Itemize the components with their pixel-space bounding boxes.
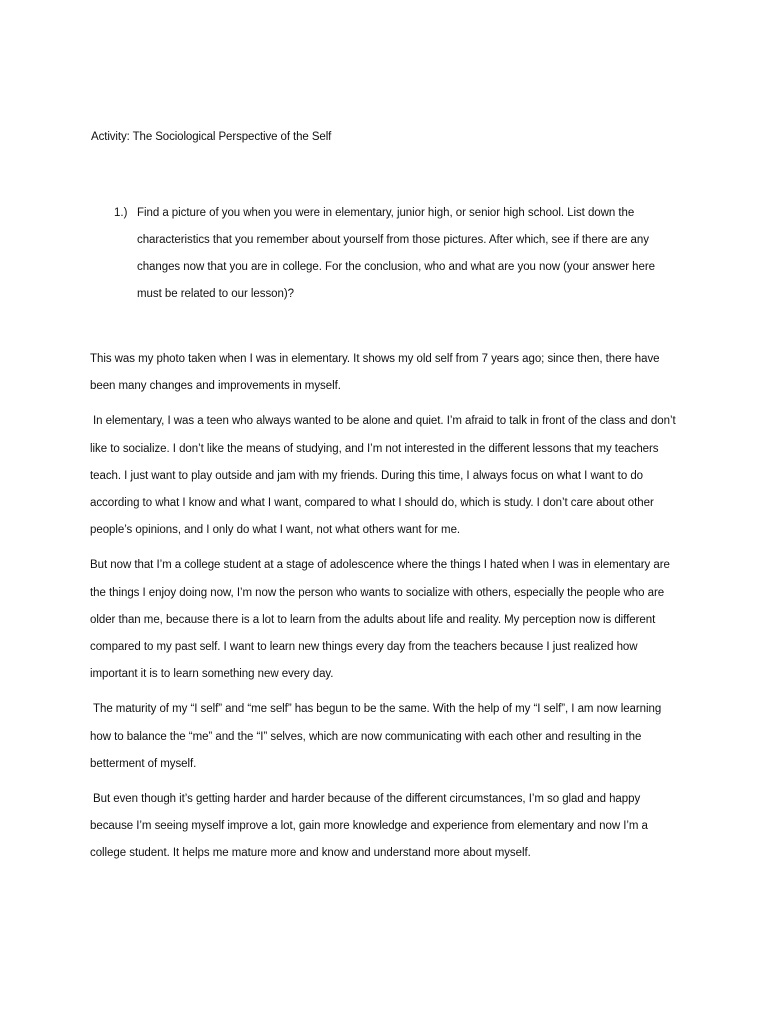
question-number: 1.) [114,207,128,219]
answer-paragraph: But now that I’m a college student at a stage of adolescence where the things I hated when I was in elementary are the things I enjoy doing now, I’m now the person who wants to socialize with others, especially the people who are older than me, because there is a lot to learn from the adults about life and reality. My perception now is different compared to my past self. I want to learn new things every day from the teachers because I just realized how important it is to learn something new every day. [90,559,670,681]
answer-paragraph: This was my photo taken when I was in elementary. It shows my old self from 7 years ago; since then, there have been many changes and improvements in myself. [90,353,660,393]
answer-paragraph: In elementary, I was a teen who always wanted to be alone and quiet. I’m afraid to talk in front of the class and don’t like to socialize. I don’t like the means of studying, and I’m not interested in the different lessons that my teachers teach. I just want to play outside and jam with my friends. During this time, I always focus on what I want to do according to what I know and what I want, compared to what I should do, which is study. I don’t care about other people’s opinions, and I only do what I want, not what others want for me. [90,415,676,537]
activity-title: Activity: The Sociological Perspective of the Self [91,131,332,143]
answer-body [90,346,676,876]
answer-paragraph: The maturity of my “I self” and “me self” has begun to be the same. With the help of my “I self”, I am now learning how to balance the “me” and the “I” selves, which are now communicating with each other and resulting in the betterment of myself. [90,703,662,770]
answer-paragraph: But even though it’s getting harder and harder because of the different circumstances, I’m so glad and happy because I’m seeing myself improve a lot, gain more knowledge and experience from elementary and now I’m a college student. It helps me mature more and know and understand more about myself. [90,793,648,860]
question-text: Find a picture of you when you were in elementary, junior high, or senior high school. List down the characteristics that you remember about yourself from those pictures. After which, see if there are any changes now that you are in college. For the conclusion, who and what are you now (your answer here must be related to our lesson)? [137,207,655,300]
